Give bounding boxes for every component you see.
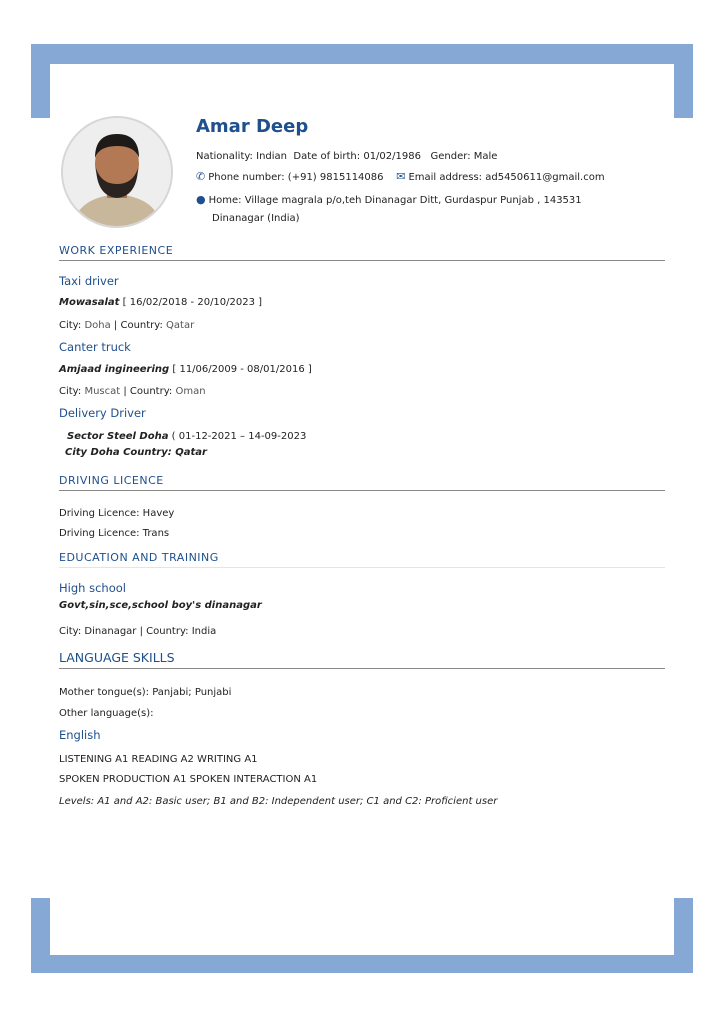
address-value: Village magrala p/o,teh Dinanagar Ditt, Gurdaspur Punjab , 143531 [244, 195, 582, 206]
job-dates-2: [ 11/06/2009 - 08/01/2016 ] [172, 364, 312, 375]
avatar-icon [63, 118, 171, 226]
job-dates-1: [ 16/02/2018 - 20/10/2023 ] [122, 297, 263, 308]
job-employer-3 [67, 431, 306, 442]
job-company-3: Sector Steel Doha [67, 431, 169, 442]
profile-photo [61, 116, 173, 228]
job-country-2: Oman [175, 386, 206, 397]
mother-tongue: Mother tongue(s): Panjabi; Punjabi [59, 687, 232, 698]
contact-line [196, 170, 605, 183]
education-heading: EDUCATION AND TRAINING [59, 551, 665, 568]
dob-label: Date of birth: [293, 151, 361, 162]
dob-value: 01/02/1986 [363, 151, 421, 162]
location-pin-icon: ● [196, 193, 206, 206]
licence-item-2: Driving Licence: Trans [59, 528, 170, 539]
job-country-label-1: Country: [120, 320, 163, 331]
job-employer-2 [59, 364, 312, 375]
work-experience-heading: WORK EXPERIENCE [59, 244, 665, 261]
job-company-1: Mowasalat [59, 297, 120, 308]
job-location-2: City: Muscat | Country: Oman [59, 386, 206, 397]
phone-value[interactable]: (+91) 9815114086 [287, 172, 384, 183]
frame-right-top-bar [674, 44, 693, 118]
frame-bottom-bar [31, 955, 693, 973]
language-skills-line-2: SPOKEN PRODUCTION A1 SPOKEN INTERACTION A1 [59, 774, 318, 785]
frame-right-bottom-bar [674, 898, 693, 973]
job-country-1: Qatar [166, 320, 195, 331]
address-city: Dinanagar (India) [212, 213, 300, 224]
levels-note: Levels: A1 and A2: Basic user; B1 and B2: Independent user; C1 and C2: Proficient user [59, 796, 498, 807]
personal-info-line [196, 151, 497, 162]
job-title-3: Delivery Driver [59, 406, 146, 420]
email-value[interactable]: ad5450611@gmail.com [485, 172, 605, 183]
job-title-2: Canter truck [59, 340, 131, 354]
education-level: High school [59, 581, 126, 595]
job-dates-3: ( 01-12-2021 – 14-09-2023 [171, 431, 307, 442]
address-line [196, 193, 582, 206]
other-languages-label: Other language(s): [59, 708, 154, 719]
address-label: Home: [208, 195, 242, 206]
frame-left-bottom-bar [31, 898, 50, 973]
email-label: Email address: [408, 172, 483, 183]
language-name: English [59, 728, 101, 742]
job-city-1: Doha [84, 320, 111, 331]
gender-label: Gender: [430, 151, 471, 162]
job-location-3: City Doha Country: Qatar [65, 447, 207, 458]
phone-label: Phone number: [208, 172, 285, 183]
nationality-value: Indian [256, 151, 288, 162]
job-city-label-2: City: [59, 386, 82, 397]
gender-value: Male [473, 151, 498, 162]
job-employer-1 [59, 297, 262, 308]
job-city-label-1: City: [59, 320, 82, 331]
education-location: City: Dinanagar | Country: India [59, 626, 217, 637]
language-skills-line-1: LISTENING A1 READING A2 WRITING A1 [59, 754, 258, 765]
language-skills-heading: LANGUAGE SKILLS [59, 650, 665, 669]
licence-item-1: Driving Licence: Havey [59, 508, 175, 519]
frame-left-top-bar [31, 44, 50, 118]
job-title-1: Taxi driver [59, 274, 119, 288]
frame-top-bar [31, 44, 693, 64]
education-school: Govt,sin,sce,school boy's dinanagar [59, 600, 262, 611]
nationality-label: Nationality: [196, 151, 253, 162]
job-location-1: City: Doha | Country: Qatar [59, 320, 195, 331]
job-country-label-2: Country: [129, 386, 173, 397]
job-city-2: Muscat [84, 386, 121, 397]
job-company-2: Amjaad ingineering [59, 364, 170, 375]
candidate-name: Amar Deep [196, 116, 309, 137]
driving-licence-heading: DRIVING LICENCE [59, 474, 665, 491]
phone-icon: ✆ [196, 170, 206, 183]
email-icon: ✉ [396, 170, 406, 183]
